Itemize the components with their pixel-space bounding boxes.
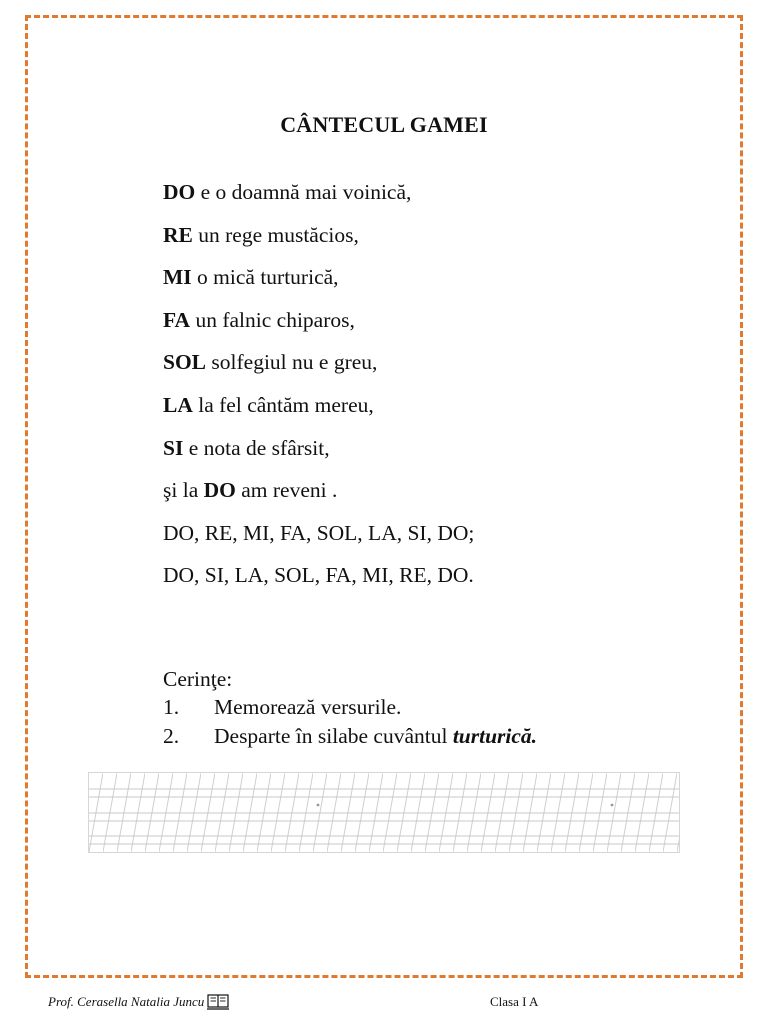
verse-line: SI e nota de sfârsit,: [163, 435, 330, 460]
verse-line: DO, RE, MI, FA, SOL, LA, SI, DO;: [163, 520, 475, 545]
tasks-section: [163, 665, 537, 751]
verse-line: şi la DO am reveni .: [163, 478, 338, 503]
footer-class: Clasa I A: [490, 994, 539, 1009]
verse-line: FA un falnic chiparos,: [163, 307, 355, 332]
book-icon: [207, 994, 229, 1010]
verse-line: DO e o doamnă mai voinică,: [163, 180, 412, 204]
verses-list: [163, 174, 474, 600]
handwriting-grid: [89, 773, 679, 852]
verse-line: MI o mică turturică,: [163, 265, 339, 290]
page-title: CÂNTECUL GAMEI: [280, 112, 488, 137]
tasks-heading: Cerinţe:: [163, 667, 233, 691]
task-item: 1. Memorează versurile.: [163, 695, 402, 719]
verse-line: RE un rege mustăcios,: [163, 222, 359, 247]
task-item: 2. Desparte în silabe cuvântul turturică.: [163, 724, 538, 748]
verse-line: DO, SI, LA, SOL, FA, MI, RE, DO.: [163, 563, 474, 588]
verse-line: SOL solfegiul nu e greu,: [163, 350, 378, 375]
author-name: Prof. Cerasella Natalia Juncu: [48, 994, 205, 1009]
writing-guide-lines: [88, 772, 680, 853]
verse-line: LA la fel cântăm mereu,: [163, 392, 374, 417]
footer-author: [48, 994, 229, 1010]
